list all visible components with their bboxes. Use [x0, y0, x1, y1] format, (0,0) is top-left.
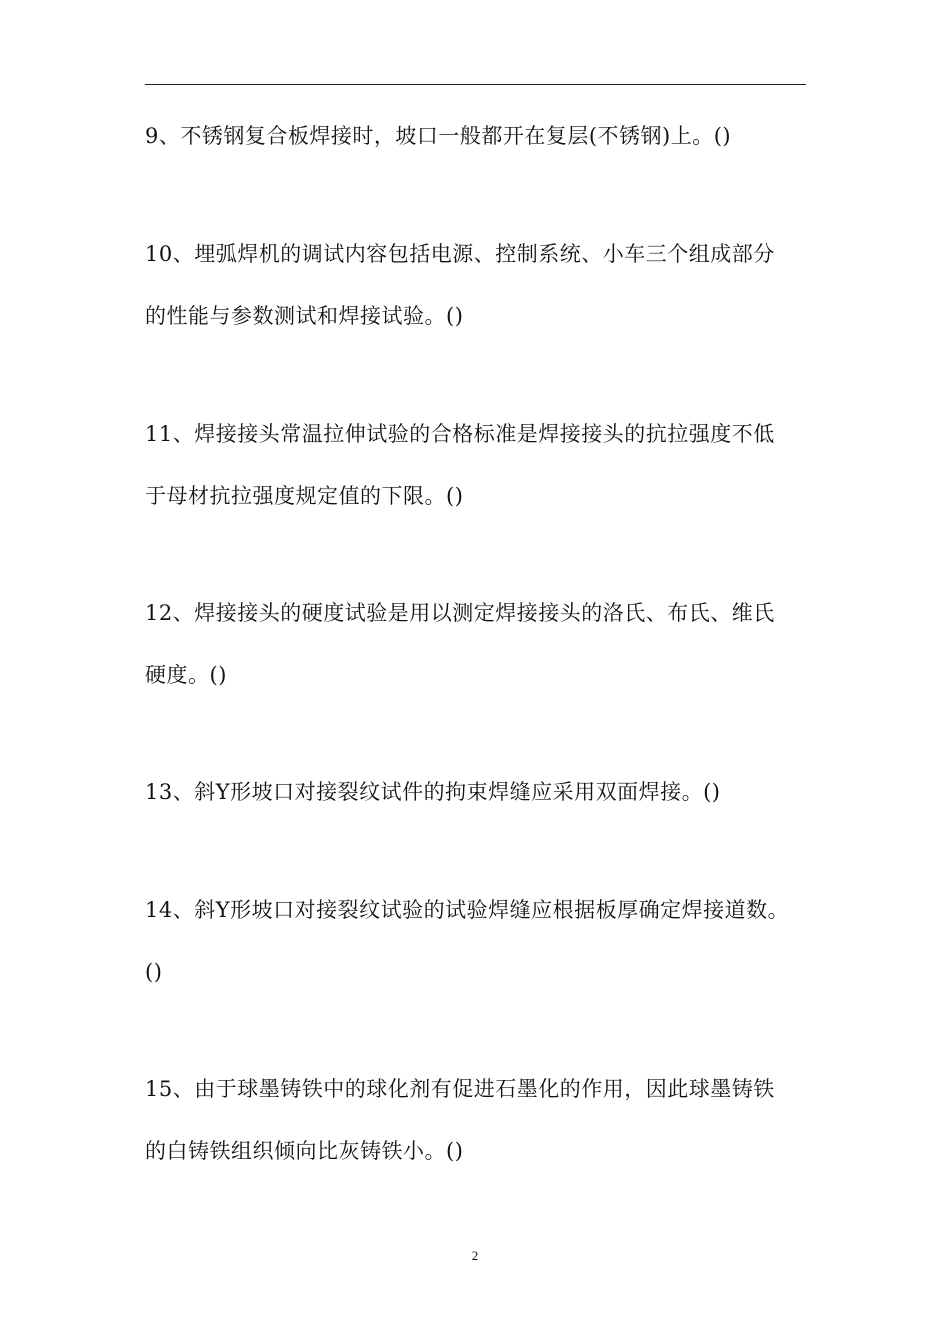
page-number: 2 [471, 1248, 479, 1263]
question-11-line-1: 11、焊接接头常温拉伸试验的合格标准是焊接接头的抗拉强度不低 [145, 422, 775, 446]
question-12-line-2: 硬度。() [145, 663, 227, 687]
question-10-line-1: 10、埋弧焊机的调试内容包括电源、控制系统、小车三个组成部分 [145, 242, 775, 266]
question-14-line-1: 14、斜Y形坡口对接裂纹试验的试验焊缝应根据板厚确定焊接道数。 [145, 898, 790, 922]
header-rule [145, 84, 806, 85]
question-10-line-2: 的性能与参数测试和焊接试验。() [145, 304, 464, 328]
question-15-line-2: 的白铸铁组织倾向比灰铸铁小。() [145, 1139, 464, 1163]
question-15-line-1: 15、由于球墨铸铁中的球化剂有促进石墨化的作用，因此球墨铸铁 [145, 1077, 775, 1101]
question-12-line-1: 12、焊接接头的硬度试验是用以测定焊接接头的洛氏、布氏、维氏 [145, 601, 775, 625]
question-9-line-1: 9、不锈钢复合板焊接时，坡口一般都开在复层(不锈钢)上。() [145, 124, 732, 148]
question-11-line-2: 于母材抗拉强度规定值的下限。() [145, 484, 464, 508]
question-13-line-1: 13、斜Y形坡口对接裂纹试件的拘束焊缝应采用双面焊接。() [145, 780, 721, 804]
question-14-line-2: () [145, 960, 163, 984]
